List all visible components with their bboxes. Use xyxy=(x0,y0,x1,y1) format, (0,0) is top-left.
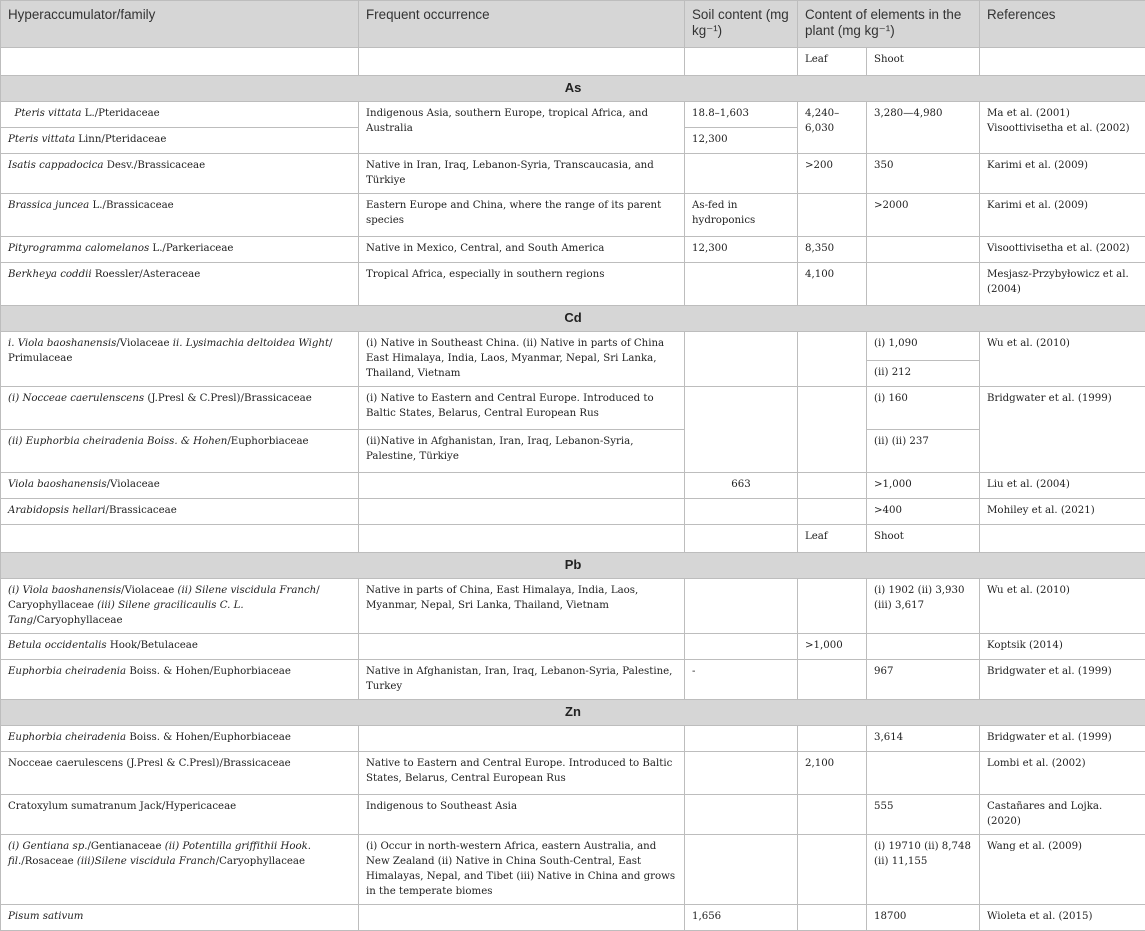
reference-cell: Mesjasz-Przybyłowicz et al. (2004) xyxy=(980,263,1145,306)
occurrence-cell: Eastern Europe and China, where the range of its parent species xyxy=(359,194,685,237)
species-cell: (i) Viola baoshanensis/Violaceae (ii) Silene viscidula Franch/ Caryophyllaceae (iii) Silene gracilicaulis C. L. Tang/Caryophyllaceae xyxy=(1,579,359,634)
reference-cell: Karimi et al. (2009) xyxy=(980,154,1145,194)
species-cell: Euphorbia cheiradenia Boiss. & Hohen/Euphorbiaceae xyxy=(1,726,359,752)
occurrence-cell xyxy=(359,499,685,525)
section-row-as xyxy=(1,76,1145,102)
table-row xyxy=(1,752,1145,795)
header-row xyxy=(1,1,1145,48)
soil-cell xyxy=(685,726,798,752)
shoot-cell: (i) 1902 (ii) 3,930 (iii) 3,617 xyxy=(867,579,980,634)
occurrence-cell: Native to Eastern and Central Europe. Introduced to Baltic States, Belarus, Central European Rus xyxy=(359,752,685,795)
soil-cell xyxy=(685,795,798,835)
species-cell: (i) Nocceae caerulenscens (J.Presl & C.Presl)/Brassicaceae xyxy=(1,387,359,430)
leaf-cell xyxy=(798,499,867,525)
table-row xyxy=(1,430,1145,473)
table-row xyxy=(1,332,1145,361)
soil-cell: As-fed in hydroponics xyxy=(685,194,798,237)
occurrence-cell: Indigenous Asia, southern Europe, tropical Africa, and Australia xyxy=(359,102,685,154)
section-zn: Zn xyxy=(1,700,1145,726)
shoot-cell: 350 xyxy=(867,154,980,194)
leaf-cell xyxy=(798,835,867,905)
occurrence-cell xyxy=(359,905,685,931)
leaf-cell: 8,350 xyxy=(798,237,867,263)
soil-cell: - xyxy=(685,660,798,700)
reference-cell: Karimi et al. (2009) xyxy=(980,194,1145,237)
leaf-cell xyxy=(798,194,867,237)
shoot-cell: 3,614 xyxy=(867,726,980,752)
soil-cell xyxy=(685,499,798,525)
occurrence-cell: (i) Occur in north-western Africa, eastern Australia, and New Zealand (ii) Native in China South-Central, East Himalayas, Nepal, and Tibet (iii) Native in China and grows in the temperate biomes xyxy=(359,835,685,905)
table-row xyxy=(1,905,1145,931)
leaf-cell xyxy=(798,473,867,499)
table-row xyxy=(1,726,1145,752)
table-row xyxy=(1,634,1145,660)
reference-cell: Bridgwater et al. (1999) xyxy=(980,660,1145,700)
species-cell: Arabidopsis hellari/Brassicaceae xyxy=(1,499,359,525)
leaf-cell xyxy=(798,387,867,473)
reference-cell: Visoottivisetha et al. (2002) xyxy=(980,237,1145,263)
shoot-cell: (i) 19710 (ii) 8,748 (ii) 11,155 xyxy=(867,835,980,905)
species-cell: Euphorbia cheiradenia Boiss. & Hohen/Euphorbiaceae xyxy=(1,660,359,700)
section-pb: Pb xyxy=(1,553,1145,579)
shoot-cell xyxy=(867,263,980,306)
species-cell: (i) Gentiana sp./Gentianaceae (ii) Potentilla griffithii Hook. fil./Rosaceae (iii)Silene viscidula Franch/Caryophyllaceae xyxy=(1,835,359,905)
species-cell: Pteris vittata Linn/Pteridaceae xyxy=(1,128,359,154)
section-row-pb xyxy=(1,553,1145,579)
reference-cell: Wang et al. (2009) xyxy=(980,835,1145,905)
species-cell: (ii) Euphorbia cheiradenia Boiss. & Hohen/Euphorbiaceae xyxy=(1,430,359,473)
table-row xyxy=(1,579,1145,634)
reference-cell: Liu et al. (2004) xyxy=(980,473,1145,499)
shoot-cell: >2000 xyxy=(867,194,980,237)
shoot-cell: 3,280—4,980 xyxy=(867,102,980,154)
leaf-cell xyxy=(798,332,867,387)
leaf-cell xyxy=(798,905,867,931)
soil-cell: 663 xyxy=(685,473,798,499)
subheader-row xyxy=(1,48,1145,76)
shoot-cell: 18700 xyxy=(867,905,980,931)
soil-cell xyxy=(685,263,798,306)
leaf-cell: 4,240–6,030 xyxy=(798,102,867,154)
species-cell: Viola baoshanensis/Violaceae xyxy=(1,473,359,499)
species-cell: Isatis cappadocica Desv./Brassicaceae xyxy=(1,154,359,194)
occurrence-cell: Native in Mexico, Central, and South America xyxy=(359,237,685,263)
shoot-cell: >400 xyxy=(867,499,980,525)
occurrence-cell: Native in parts of China, East Himalaya, India, Laos, Myanmar, Nepal, Sri Lanka, Thailand, Vietnam xyxy=(359,579,685,634)
occurrence-cell xyxy=(359,473,685,499)
shoot-cell: 967 xyxy=(867,660,980,700)
soil-cell xyxy=(685,332,798,387)
leaf-cell xyxy=(798,579,867,634)
reference-cell: Bridgwater et al. (1999) xyxy=(980,726,1145,752)
soil-cell xyxy=(685,634,798,660)
shoot-cell: (ii) (ii) 237 xyxy=(867,430,980,473)
reference-cell: Lombi et al. (2002) xyxy=(980,752,1145,795)
reference-cell: Wu et al. (2010) xyxy=(980,332,1145,387)
soil-cell: 12,300 xyxy=(685,128,798,154)
header-soil-content: Soil content (mg kg⁻¹) xyxy=(685,1,798,48)
leaf-cell: 2,100 xyxy=(798,752,867,795)
species-cell: i. Viola baoshanensis/Violaceae ii. Lysimachia deltoidea Wight/ Primulaceae xyxy=(1,332,359,387)
header-hyperaccumulator: Hyperaccumulator/family xyxy=(1,1,359,48)
occurrence-cell: (i) Native in Southeast China. (ii) Native in parts of China East Himalaya, India, Laos, Myanmar, Nepal, Sri Lanka, Thailand, Vietnam xyxy=(359,332,685,387)
subheader-row xyxy=(1,525,1145,553)
species-cell: Pisum sativum xyxy=(1,905,359,931)
species-cell: Pityrogramma calomelanos L./Parkeriaceae xyxy=(1,237,359,263)
occurrence-cell: (ii)Native in Afghanistan, Iran, Iraq, Lebanon-Syria, Palestine, Türkiye xyxy=(359,430,685,473)
section-row-zn xyxy=(1,700,1145,726)
species-cell: Pteris vittata L./Pteridaceae xyxy=(1,102,359,128)
subheader-leaf: Leaf xyxy=(798,525,867,553)
soil-cell xyxy=(685,387,798,473)
leaf-cell: >1,000 xyxy=(798,634,867,660)
occurrence-cell: Indigenous to Southeast Asia xyxy=(359,795,685,835)
section-cd: Cd xyxy=(1,306,1145,332)
leaf-cell: 4,100 xyxy=(798,263,867,306)
species-cell: Berkheya coddii Roessler/Asteraceae xyxy=(1,263,359,306)
soil-cell xyxy=(685,835,798,905)
table-row xyxy=(1,387,1145,430)
soil-cell: 1,656 xyxy=(685,905,798,931)
table-row xyxy=(1,795,1145,835)
shoot-cell: (i) 160 xyxy=(867,387,980,430)
table-row xyxy=(1,194,1145,237)
soil-cell: 12,300 xyxy=(685,237,798,263)
reference-cell: Castañares and Lojka. (2020) xyxy=(980,795,1145,835)
occurrence-cell: (i) Native to Eastern and Central Europe. Introduced to Baltic States, Belarus, Central European Rus xyxy=(359,387,685,430)
header-references: References xyxy=(980,1,1145,48)
section-as: As xyxy=(1,76,1145,102)
soil-cell: 18.8–1,603 xyxy=(685,102,798,128)
reference-cell: Wioleta et al. (2015) xyxy=(980,905,1145,931)
subheader-leaf: Leaf xyxy=(798,48,867,76)
reference-cell: Mohiley et al. (2021) xyxy=(980,499,1145,525)
soil-cell xyxy=(685,752,798,795)
table-row xyxy=(1,154,1145,194)
shoot-cell: (i) 1,090 xyxy=(867,332,980,361)
species-cell: Betula occidentalis Hook/Betulaceae xyxy=(1,634,359,660)
subheader-shoot: Shoot xyxy=(867,525,980,553)
leaf-cell xyxy=(798,795,867,835)
shoot-cell: 555 xyxy=(867,795,980,835)
leaf-cell: >200 xyxy=(798,154,867,194)
species-cell: Nocceae caerulescens (J.Presl & C.Presl)/Brassicaceae xyxy=(1,752,359,795)
table-row xyxy=(1,237,1145,263)
reference-cell: Ma et al. (2001) Visoottivisetha et al. (2002) xyxy=(980,102,1145,154)
shoot-cell xyxy=(867,752,980,795)
occurrence-cell xyxy=(359,634,685,660)
table-row xyxy=(1,102,1145,128)
table-row xyxy=(1,835,1145,905)
subheader-shoot: Shoot xyxy=(867,48,980,76)
species-cell: Brassica juncea L./Brassicaceae xyxy=(1,194,359,237)
soil-cell xyxy=(685,154,798,194)
shoot-cell: >1,000 xyxy=(867,473,980,499)
species-cell: Cratoxylum sumatranum Jack/Hypericaceae xyxy=(1,795,359,835)
occurrence-cell xyxy=(359,726,685,752)
table-row xyxy=(1,499,1145,525)
table-row xyxy=(1,263,1145,306)
table-row xyxy=(1,473,1145,499)
occurrence-cell: Tropical Africa, especially in southern regions xyxy=(359,263,685,306)
occurrence-cell: Native in Iran, Iraq, Lebanon-Syria, Transcaucasia, and Türkiye xyxy=(359,154,685,194)
shoot-cell xyxy=(867,634,980,660)
leaf-cell xyxy=(798,726,867,752)
header-plant-content: Content of elements in the plant (mg kg⁻¹) xyxy=(798,1,980,48)
reference-cell: Koptsik (2014) xyxy=(980,634,1145,660)
reference-cell: Bridgwater et al. (1999) xyxy=(980,387,1145,473)
header-occurrence: Frequent occurrence xyxy=(359,1,685,48)
shoot-cell: (ii) 212 xyxy=(867,361,980,387)
soil-cell xyxy=(685,579,798,634)
section-row-cd xyxy=(1,306,1145,332)
table-row xyxy=(1,660,1145,700)
occurrence-cell: Native in Afghanistan, Iran, Iraq, Lebanon-Syria, Palestine, Turkey xyxy=(359,660,685,700)
reference-cell: Wu et al. (2010) xyxy=(980,579,1145,634)
shoot-cell xyxy=(867,237,980,263)
leaf-cell xyxy=(798,660,867,700)
